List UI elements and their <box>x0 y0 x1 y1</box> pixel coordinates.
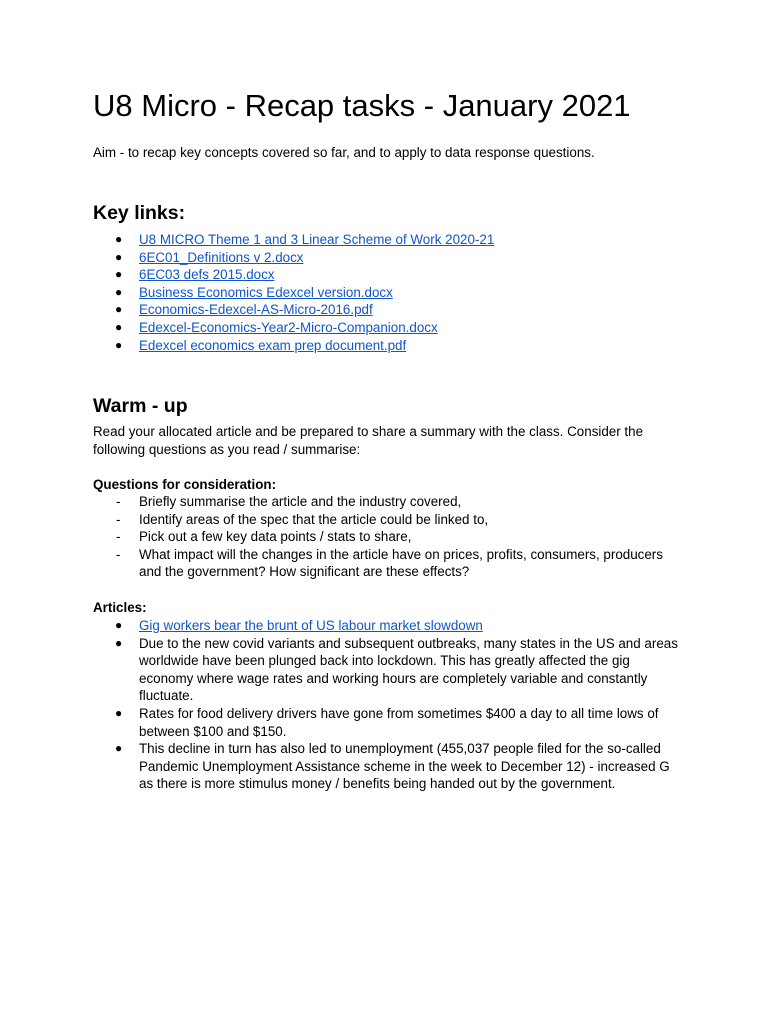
articles-heading: Articles: <box>93 600 147 615</box>
list-item <box>93 337 678 355</box>
bullet-icon: ● <box>115 267 123 282</box>
list-item <box>93 617 678 635</box>
bullet-icon: ● <box>115 319 123 334</box>
list-item <box>93 284 678 302</box>
question-text: Briefly summarise the article and the industry covered, <box>139 494 462 509</box>
question-text: Pick out a few key data points / stats to share, <box>139 529 412 545</box>
list-item <box>93 249 678 267</box>
dash-marker: - <box>116 494 121 509</box>
list-item <box>93 493 678 511</box>
dash-marker: - <box>116 546 121 562</box>
questions-heading: Questions for consideration: <box>93 477 277 492</box>
question-text: Identify areas of the spec that the article could be linked to, <box>139 511 489 527</box>
link-6ec01-definitions[interactable]: 6EC01_Definitions v 2.docx <box>139 249 304 265</box>
dash-marker: - <box>116 511 121 527</box>
list-item <box>93 266 678 284</box>
warm-up-heading: Warm - up <box>93 395 188 417</box>
article-summary-text: This decline in turn has also led to unemployment (455,037 people filed for the so-called Pandemic Unemployment Assistance scheme in the week to December 12) - increased G as there is more stimulus money / benefits being handed out by the government. <box>139 741 670 792</box>
list-item <box>93 231 678 249</box>
bullet-icon: ● <box>115 705 123 720</box>
list-item <box>93 319 678 337</box>
link-scheme-of-work[interactable]: U8 MICRO Theme 1 and 3 Linear Scheme of Work 2020-21 <box>139 232 495 247</box>
list-item <box>93 511 678 529</box>
question-text: What impact will the changes in the article have on prices, profits, consumers, producers and the government? How significant are these effects? <box>139 546 663 580</box>
list-item <box>93 740 678 793</box>
key-links-heading: Key links: <box>93 202 186 224</box>
dash-marker: - <box>116 529 121 545</box>
aim-text: Aim - to recap key concepts covered so far, and to apply to data response questions. <box>93 145 595 160</box>
bullet-icon: ● <box>115 232 123 246</box>
list-item <box>93 705 678 740</box>
list-item <box>93 635 678 705</box>
bullet-icon: ● <box>115 249 123 264</box>
key-links-list <box>93 231 678 354</box>
document-page <box>93 86 683 792</box>
link-business-economics[interactable]: Business Economics Edexcel version.docx <box>139 284 393 300</box>
articles-list <box>93 617 678 793</box>
link-as-micro-2016[interactable]: Economics-Edexcel-AS-Micro-2016.pdf <box>139 302 373 318</box>
list-item <box>93 528 678 546</box>
bullet-icon: ● <box>115 302 123 317</box>
bullet-icon: ● <box>115 284 123 299</box>
article-link-gig-workers[interactable]: Gig workers bear the brunt of US labour market slowdown <box>139 618 483 633</box>
link-exam-prep-document[interactable]: Edexcel economics exam prep document.pdf <box>139 337 407 353</box>
bullet-icon: ● <box>115 741 123 756</box>
link-year2-micro-companion[interactable]: Edexcel-Economics-Year2-Micro-Companion.docx <box>139 319 438 335</box>
list-item <box>93 301 678 319</box>
bullet-icon: ● <box>115 618 123 632</box>
article-summary-text: Rates for food delivery drivers have gone from sometimes $400 a day to all time lows of between $100 and $150. <box>139 705 659 739</box>
bullet-icon: ● <box>115 635 123 650</box>
bullet-icon: ● <box>115 337 123 352</box>
link-6ec03-defs[interactable]: 6EC03 defs 2015.docx <box>139 267 275 283</box>
list-item <box>93 546 678 581</box>
questions-list <box>93 493 678 581</box>
warm-up-intro: Read your allocated article and be prepared to share a summary with the class. Consider the following questions as you read / summarise: <box>93 424 644 457</box>
document-title: U8 Micro - Recap tasks - January 2021 <box>93 88 631 123</box>
article-summary-text: Due to the new covid variants and subsequent outbreaks, many states in the US and areas worldwide have been plunged back into lockdown. This has greatly affected the gig economy where wage rates and working hours are completely variable and constantly fluctuate. <box>139 635 678 704</box>
